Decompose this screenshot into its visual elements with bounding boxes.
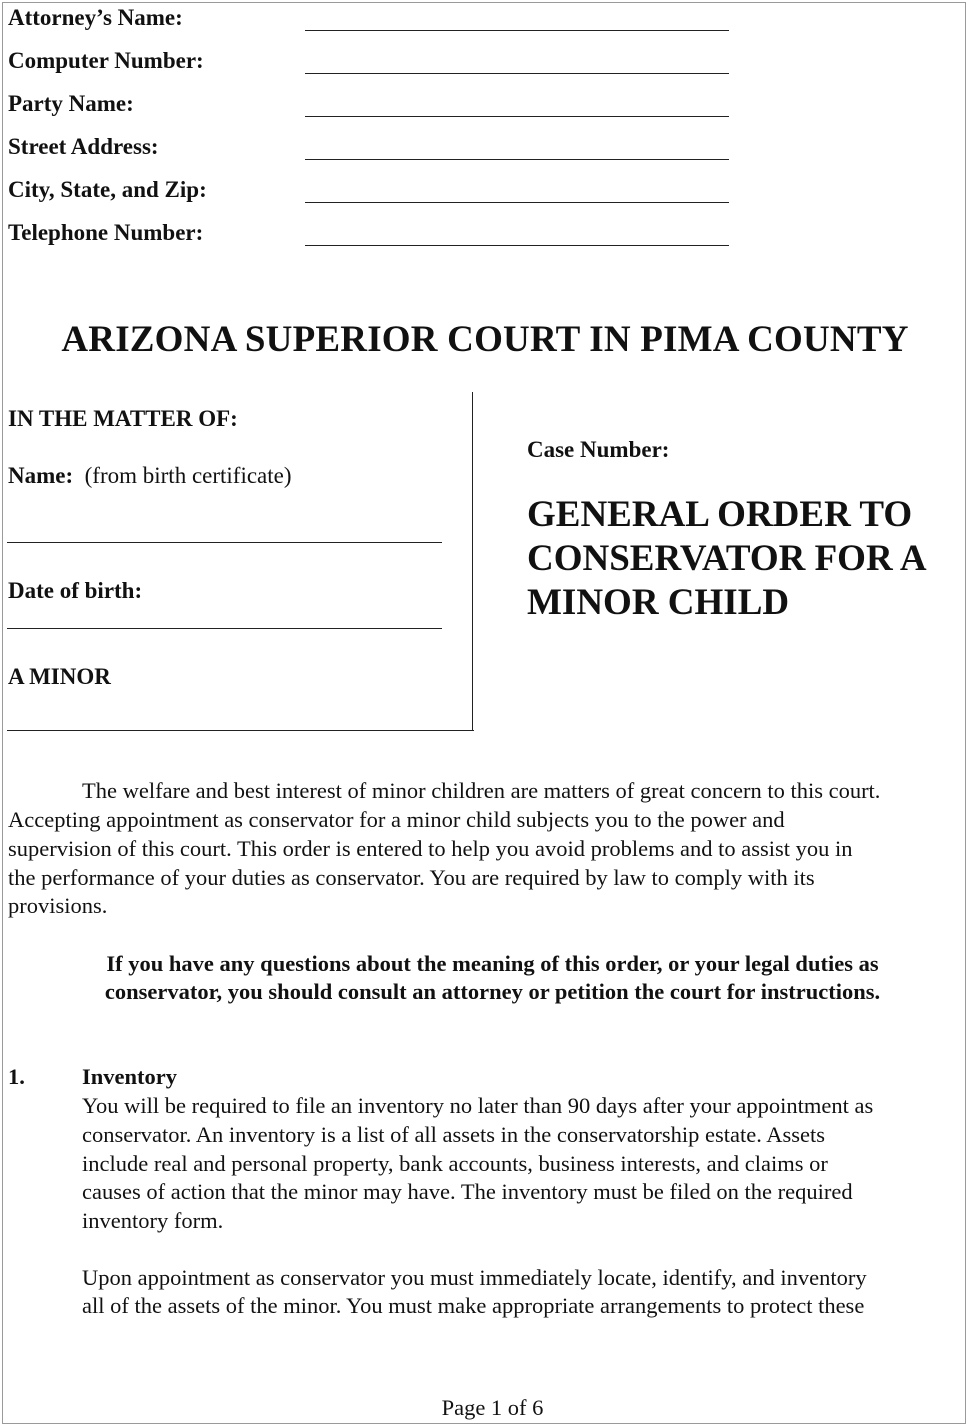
intro-line-3: supervision of this court. This order is entered to help you avoid problems and to assist you in: [8, 836, 853, 861]
name-field[interactable]: [7, 542, 442, 543]
city-state-zip-field[interactable]: [305, 202, 729, 203]
intro-line-4: the performance of your duties as conservator. You are required by law to comply with its: [8, 865, 815, 890]
section-1-number: 1.: [8, 1064, 25, 1089]
computer-number-field[interactable]: [305, 73, 729, 74]
court-title: ARIZONA SUPERIOR COURT IN PIMA COUNTY: [61, 319, 909, 360]
caption-divider: [472, 392, 473, 731]
case-number-label: Case Number:: [527, 437, 670, 462]
notice-line-2: conservator, you should consult an attorney or petition the court for instructions.: [104, 979, 881, 1004]
attorney-name-label: Attorney’s Name:: [8, 5, 183, 30]
notice-line-1: If you have any questions about the meaning of this order, or your legal duties as: [106, 951, 879, 976]
telephone-number-label: Telephone Number:: [8, 220, 204, 245]
caption-bottom-rule: [7, 730, 474, 731]
page-number: Page 1 of 6: [441, 1395, 544, 1420]
minor-label: A MINOR: [8, 664, 111, 689]
order-title-line-3: MINOR CHILD: [527, 582, 790, 623]
section-1-heading: Inventory: [82, 1064, 177, 1089]
city-state-zip-label: City, State, and Zip:: [8, 177, 207, 202]
section-1-para2-line-1: Upon appointment as conservator you must immediately locate, identify, and inventory: [82, 1265, 867, 1290]
section-1-para1-line-3: include real and personal property, bank accounts, business interests, and claims or: [82, 1151, 828, 1176]
order-title-line-2: CONSERVATOR FOR A: [527, 538, 927, 579]
party-name-field[interactable]: [305, 116, 729, 117]
dob-label: Date of birth:: [8, 578, 143, 603]
street-address-field[interactable]: [305, 159, 729, 160]
intro-line-1: The welfare and best interest of minor children are matters of great concern to this court.: [82, 778, 881, 803]
dob-field[interactable]: [7, 628, 442, 629]
section-1-para1-line-2: conservator. An inventory is a list of all assets in the conservatorship estate. Assets: [82, 1122, 825, 1147]
intro-line-2: Accepting appointment as conservator for a minor child subjects you to the power and: [8, 807, 785, 832]
section-1-para1-line-1: You will be required to file an inventory no later than 90 days after your appointment as: [82, 1093, 874, 1118]
party-name-label: Party Name:: [8, 91, 134, 116]
name-label-row: [8, 463, 292, 489]
order-title: [527, 493, 957, 625]
section-1-para2-line-2: all of the assets of the minor. You must make appropriate arrangements to protect these: [82, 1293, 865, 1318]
matter-of-label: IN THE MATTER OF:: [8, 406, 238, 431]
section-1-para1-line-4: causes of action that the minor may have. The inventory must be filed on the required: [82, 1179, 853, 1204]
intro-line-5: provisions.: [8, 893, 108, 918]
street-address-label: Street Address:: [8, 134, 159, 159]
name-hint: (from birth certificate): [84, 463, 292, 488]
telephone-number-field[interactable]: [305, 245, 729, 246]
section-1-para1-line-5: inventory form.: [82, 1208, 224, 1233]
order-title-line-1: GENERAL ORDER TO: [527, 494, 913, 535]
name-label: Name:: [8, 463, 74, 488]
computer-number-label: Computer Number:: [8, 48, 204, 73]
attorney-name-field[interactable]: [305, 30, 729, 31]
